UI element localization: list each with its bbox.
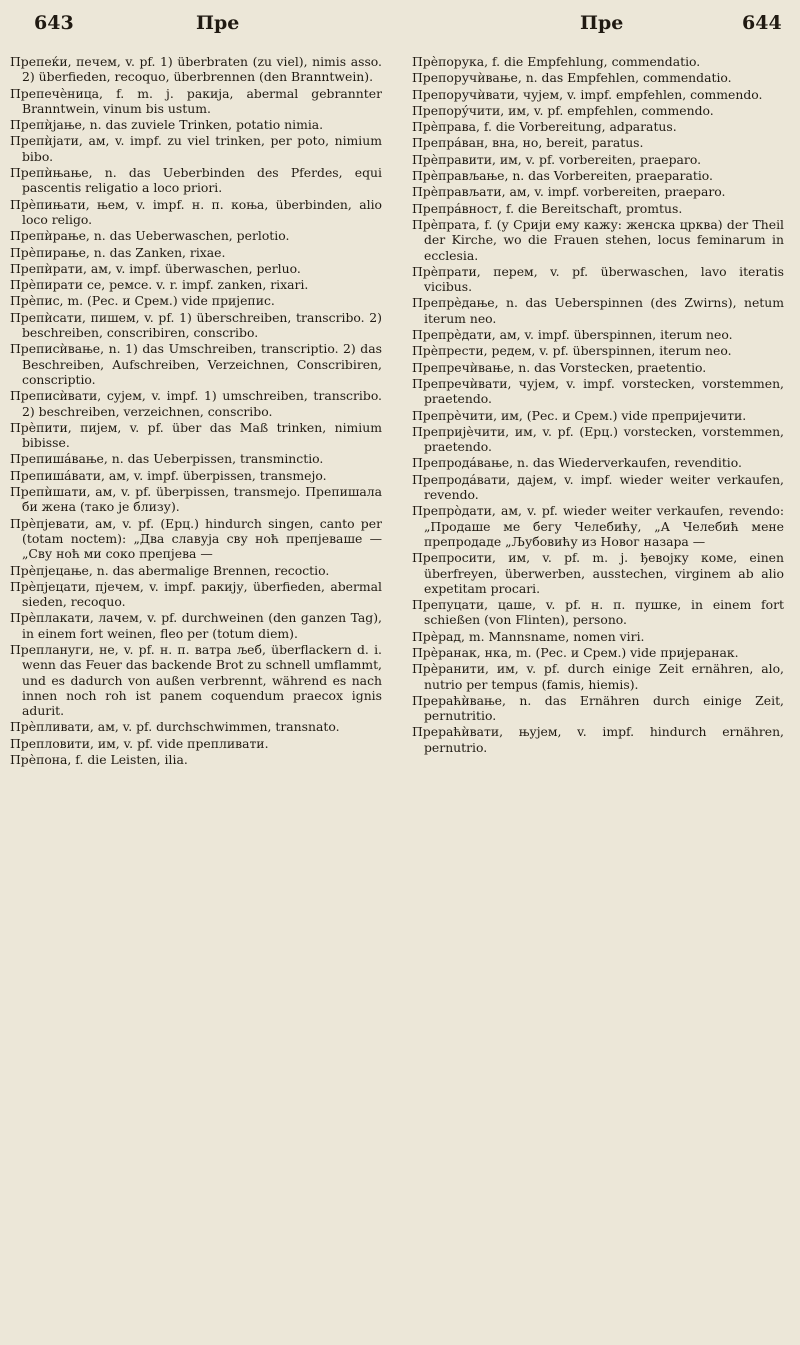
dictionary-entry: Препловити, им, v. pf. vide препливати. xyxy=(10,735,269,751)
page-number-left: 643 xyxy=(34,12,74,34)
dictionary-entry: Прѐранити, им, v. pf. durch einige Zeit ernähren, alo, nutrio per tempus (famis, hiemis). xyxy=(412,661,784,692)
dictionary-entry: Препросити, им, v. pf. m. j. ђевојку коме, einen überfreyen, überwerben, ausstechen, virginem ab alio expetitam procari. xyxy=(412,550,784,596)
right-column xyxy=(412,54,784,1339)
dictionary-entry: Препишáвање, n. das Ueberpissen, transminctio. xyxy=(10,451,324,467)
dictionary-entry: Прѐпјевати, ам, v. pf. (Ерц.) hindurch singen, canto per (totam noctem): „Два славуја сву ноћ препјеваше — „Сву ноћ ми соко препјева — xyxy=(10,515,382,562)
dictionary-entry: Препѝјати, ам, v. impf. zu viel trinken, per poto, nimium bibo. xyxy=(10,133,382,164)
dictionary-entry: Прѐранак, нка, m. (Рес. и Срем.) vide пријеранак. xyxy=(412,644,739,660)
dictionary-entry: Прѐпрата, f. (у Срији ему кажу: женска црква) der Theil der Kirche, wo die Frauen stehen, locus feminarum in ecclesia. xyxy=(412,216,784,263)
dictionary-entry: Препѝњање, n. das Ueberbinden des Pferdes, equi pascentis religatio a loco priori. xyxy=(10,165,382,196)
dictionary-entry: Препрòдати, ам, v. pf. wieder weiter verkaufen, revendo: „Продаше ме бегу Челебићу, „А Челебић мене препродаде „Љубовићу из Новог назара — xyxy=(412,503,784,549)
dictionary-entry: Препречѝвати, чујем, v. impf. vorstecken, vorstemmen, praetendo. xyxy=(412,375,784,407)
dictionary-entry: Препоручѝвати, чујем, v. impf. empfehlen, commendo. xyxy=(412,86,763,102)
dictionary-entry: Препечèница, f. m. j. ракија, abermal gebrannter Branntwein, vinum bis ustum. xyxy=(10,85,382,116)
dictionary-entry: Прераћѝвати, њујем, v. impf. hindurch ernähren, pernutrio. xyxy=(412,724,784,755)
dictionary-entry: Препѝсати, пишем, v. pf. 1) überschreiben, transcribo. 2) beschreiben, conscribiren, conscribo. xyxy=(10,309,382,341)
dictionary-entry: Прѐрад, m. Mannsname, nomen viri. xyxy=(412,628,645,644)
dictionary-entry: Препрѐдати, ам, v. impf. überspinnen, iterum neo. xyxy=(412,327,733,343)
dictionary-entry: Прѐпливати, ам, v. pf. durchschwimmen, transnato. xyxy=(10,719,340,735)
dictionary-entry: Прѐпирати се, ремсе. v. r. impf. zanken, rixari. xyxy=(10,277,309,293)
dictionary-entry: Препрáван, вна, но, bereit, paratus. xyxy=(412,135,644,151)
dictionary-entry: Препријѐчити, им, v. pf. (Ерц.) vorstecken, vorstemmen, praetendo. xyxy=(412,423,784,455)
dictionary-entry: Препорýчити, им, v. pf. empfehlen, commendo. xyxy=(412,102,714,118)
dictionary-entry: Прѐпорука, f. die Empfehlung, commendatio. xyxy=(412,54,701,69)
dictionary-entry: Препрáвност, f. die Bereitschaft, promtus. xyxy=(412,200,683,216)
dictionary-entry: Прѐплакати, лачем, v. pf. durchweinen (den ganzen Tag), in einem fort weinen, fleo per (totum diem). xyxy=(10,610,382,641)
dictionary-entry: Прераћѝвање, n. das Ernähren durch einige Zeit, pernutritio. xyxy=(412,692,784,724)
dictionary-entry: Препеќи, печем, v. pf. 1) überbraten (zu viel), nimis asso. 2) überfieden, recoquo, überbrennen (den Branntwein). xyxy=(10,54,382,85)
dictionary-entry: Прѐпјецање, n. das abermalige Brennen, recoctio. xyxy=(10,562,330,578)
dictionary-entry: Преписѝвати, сујем, v. impf. 1) umschreiben, transcribo. 2) beschreiben, verzeichnen, conscribo. xyxy=(10,388,382,419)
dictionary-entry: Препуцати, цаше, v. pf. н. п. пушке, in einem fort schießen (von Flinten), persono. xyxy=(412,597,784,628)
dictionary-entry: Прѐпињати, њем, v. impf. н. п. коња, überbinden, alio loco religo. xyxy=(10,196,382,227)
dictionary-entry: Преплануги, не, v. pf. н. п. ватра љеб, überflackern d. i. wenn das Feuer das backende Brot zu schnell umflammt, und es dadurch von außen verbrennt, während es nach innen noch roh ist panem coquendum praecox ignis adurit. xyxy=(10,641,382,719)
dictionary-entry: Препѝрање, n. das Ueberwaschen, perlotio. xyxy=(10,228,290,244)
dictionary-entry: Прѐправа, f. die Vorbereitung, adparatus. xyxy=(412,119,677,135)
guide-word-left: Пре xyxy=(196,12,240,34)
dictionary-entry: Прѐправљање, n. das Vorbereiten, praeparatio. xyxy=(412,168,713,184)
dictionary-entry: Препрѐчити, им, (Рес. и Срем.) vide препријечити. xyxy=(412,407,747,423)
dictionary-entry: Прѐправити, им, v. pf. vorbereiten, praeparo. xyxy=(412,151,702,167)
dictionary-entry: Препѝјање, n. das zuviele Trinken, potatio nimia. xyxy=(10,117,324,133)
dictionary-entry: Прѐпјецати, пјечем, v. impf. ракију, überfieden, abermal sieden, recoquo. xyxy=(10,578,382,610)
dictionary-entry: Препрѐдање, n. das Ueberspinnen (des Zwirns), netum iterum neo. xyxy=(412,295,784,326)
dictionary-entry: Прѐпирање, n. das Zanken, rixae. xyxy=(10,244,226,260)
dictionary-entry: Препречѝвање, n. das Vorstecken, praetentio. xyxy=(412,359,707,375)
guide-word-right: Пре xyxy=(580,12,624,34)
dictionary-entry: Прѐпис, m. (Рес. и Срем.) vide пријепис. xyxy=(10,293,275,309)
dictionary-entry: Препродáвање, n. das Wiederverkaufen, revenditio. xyxy=(412,455,742,471)
dictionary-entry: Прѐпона, f. die Leisten, ilia. xyxy=(10,752,188,768)
left-column xyxy=(10,54,382,1339)
dictionary-entry: Препѝрати, ам, v. impf. überwaschen, perluo. xyxy=(10,260,301,276)
dictionary-entry: Препѝшати, ам, v. pf. überpissen, transmejo. Препишала би жена (тако је близу). xyxy=(10,484,382,515)
dictionary-entry: Прѐпити, пијем, v. pf. über das Maß trinken, nimium bibisse. xyxy=(10,419,382,451)
dictionary-entry: Преписѝвање, n. 1) das Umschreiben, transcriptio. 2) das Beschreiben, Aufschreiben, Verzeichnen, Conscribiren, conscriptio. xyxy=(10,341,382,387)
dictionary-entry: Препоручѝвање, n. das Empfehlen, commendatio. xyxy=(412,70,732,86)
dictionary-entry: Препишáвати, ам, v. impf. überpissen, transmejo. xyxy=(10,467,327,483)
page-header xyxy=(0,12,800,42)
dictionary-entry: Препродáвати, дајем, v. impf. wieder weiter verkaufen, revendo. xyxy=(412,471,784,503)
dictionary-entry: Прѐправљати, ам, v. impf. vorbereiten, praeparo. xyxy=(412,184,726,200)
dictionary-entry: Прѐпрести, редем, v. pf. überspinnen, iterum neo. xyxy=(412,343,732,359)
dictionary-entry: Прѐпрати, перем, v. pf. überwaschen, lavo iteratis vicibus. xyxy=(412,263,784,295)
page-number-right: 644 xyxy=(742,12,782,34)
